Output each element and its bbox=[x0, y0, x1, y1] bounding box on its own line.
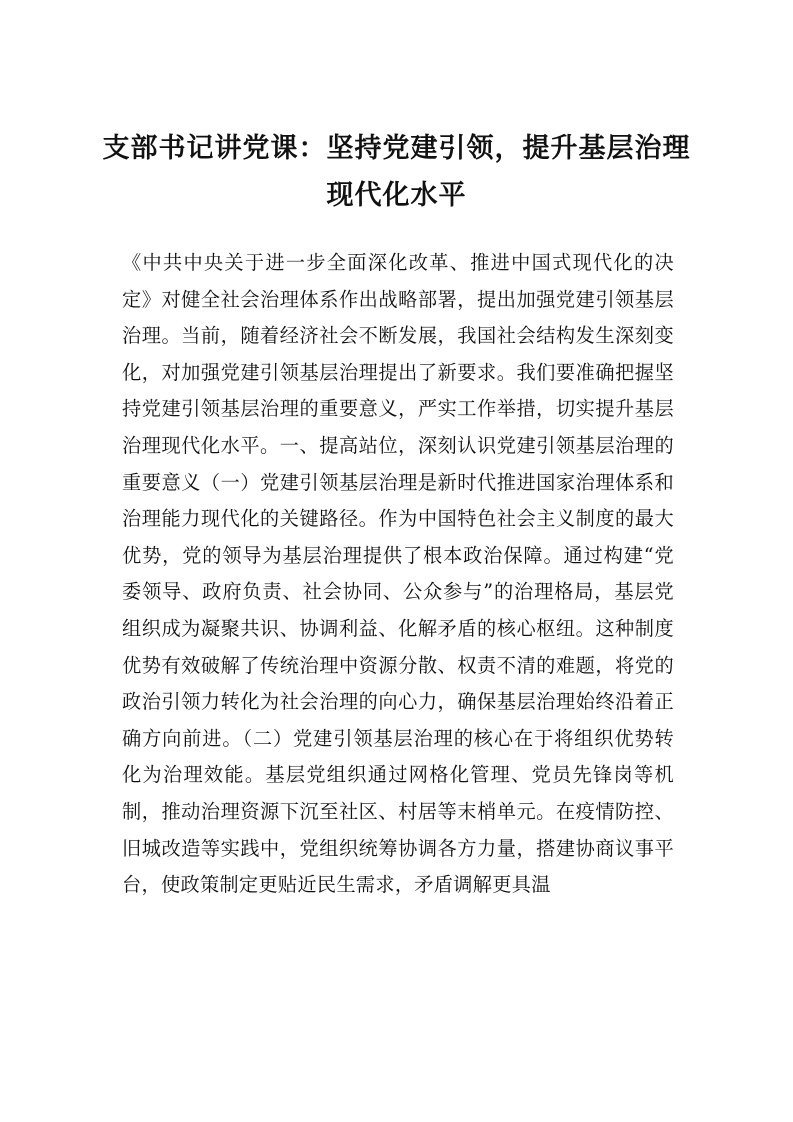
document-body-paragraph: 《中共中央关于进一步全面深化改革、推进中国式现代化的决定》对健全社会治理体系作出战略部署，提出加强党建引领基层治理。当前，随着经济社会不断发展，我国社会结构发生深刻变化，对加强党建引领基层治理提出了新要求。我们要准确把握坚持党建引领基层治理的重要意义，严实工作举措，切实提升基层治理现代化水平。一、提高站位，深刻认识党建引领基层治理的重要意义（一）党建引领基层治理是新时代推进国家治理体系和治理能力现代化的关键路径。作为中国特色社会主义制度的最大优势，党的领导为基层治理提供了根本政治保障。通过构建“党委领导、政府负责、社会协同、公众参与”的治理格局，基层党组织成为凝聚共识、协调利益、化解矛盾的核心枢纽。这种制度优势有效破解了传统治理中资源分散、权责不清的难题，将党的政治引领力转化为社会治理的向心力，确保基层治理始终沿着正确方向前进。（二）党建引领基层治理的核心在于将组织优势转化为治理效能。基层党组织通过网格化管理、党员先锋岗等机制，推动治理资源下沉至社区、村居等末梢单元。在疫情防控、旧城改造等实践中，党组织统筹协调各方力量，搭建协商议事平台，使政策制定更贴近民生需求，矛盾调解更具温 bbox=[122, 251, 674, 897]
document-title: 支部书记讲党课：坚持党建引领，提升基层治理现代化水平 bbox=[102, 133, 691, 211]
